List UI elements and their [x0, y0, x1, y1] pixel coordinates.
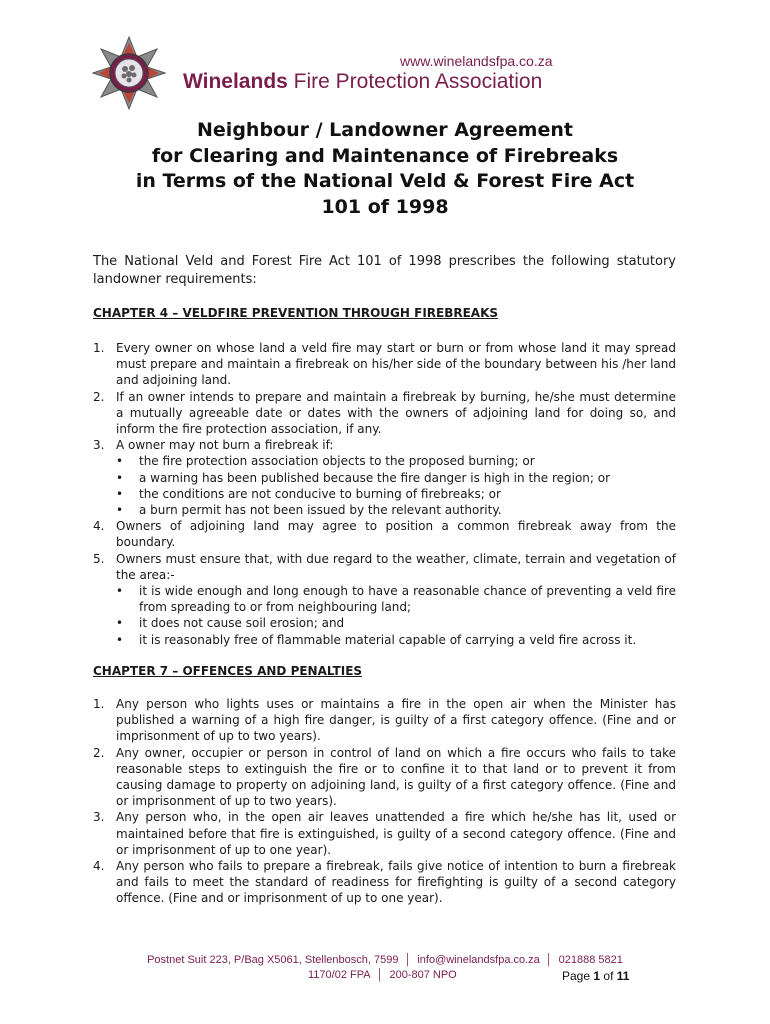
bullet-icon: •: [116, 486, 124, 501]
bullet-list: [116, 583, 676, 648]
item-text: Any person who lights uses or maintains a fire in the open air when the Minister has published a warning of a high fire danger, is guilty of a first category offence. (Fine and or imprisonment of up to two years).: [116, 697, 676, 744]
footer-separator: │: [376, 969, 384, 981]
footer-address: Postnet Suit 223, P/Bag X5061, Stellenbosch, 7599: [147, 954, 399, 966]
bullet-text: it does not cause soil erosion; and: [139, 616, 345, 631]
item-number: 2.: [93, 745, 105, 760]
item-number: 1.: [93, 341, 105, 355]
list-item: [93, 809, 676, 858]
page-current: 1: [593, 969, 601, 983]
item-number: 5.: [93, 551, 105, 566]
bullet-text: the fire protection association objects to the proposed burning; or: [139, 454, 535, 469]
list-item: [93, 389, 676, 438]
page-label: Page: [562, 969, 591, 983]
bullet-item: [116, 632, 676, 648]
intro-paragraph: The National Veld and Forest Fire Act 101 of 1998 prescribes the following statutory landowner requirements:: [93, 254, 676, 287]
item-text: Every owner on whose land a veld fire may start or burn or from whose land it may spread must prepare and maintain a firebreak on his/her side of the boundary between his /her land and adjoining land.: [116, 341, 676, 388]
item-text: Any owner, occupier or person in control of land on which a fire occurs who fails to take reasonable steps to extinguish the fire or to confine it to that land or to prevent it from causing damage to property on adjoining land, is guilty of a first category offence. (Fine and or imprisonment of up to two years).: [116, 745, 676, 809]
bullet-icon: •: [116, 470, 124, 485]
footer-reg-numbers: [308, 969, 457, 981]
bullet-icon: •: [116, 454, 124, 469]
item-number: 4.: [93, 519, 105, 534]
bullet-text: a warning has been published because the fire danger is high in the region; or: [139, 470, 611, 485]
bullet-item: [116, 583, 676, 615]
organization-name: [183, 70, 542, 94]
website-url: www.winelandsfpa.co.za: [400, 53, 553, 69]
footer-reg-fpa: 1170/02 FPA: [308, 969, 371, 981]
item-number: 1.: [93, 697, 105, 711]
title-line-3: in Terms of the National Veld & Forest Fire Act: [135, 170, 635, 192]
bullet-text: the conditions are not conducive to burning of firebreaks; or: [139, 486, 501, 501]
footer-separator: │: [545, 954, 553, 966]
bullet-item: [116, 453, 676, 469]
bullet-icon: •: [116, 632, 124, 647]
footer-reg-npo: 200-807 NPO: [389, 969, 457, 981]
page-of: of: [603, 969, 614, 983]
list-item: [93, 696, 676, 745]
page-number: [562, 969, 629, 983]
footer-email: info@winelandsfpa.co.za: [417, 954, 540, 966]
item-number: 3.: [93, 438, 105, 453]
item-text: If an owner intends to prepare and maintain a firebreak by burning, he/she must determine a mutually agreeable date or dates with the owners of adjoining land for doing so, and inform the fire protection association, if any.: [116, 389, 676, 437]
chapter-7-list: [93, 696, 676, 907]
bullet-item: [116, 615, 676, 631]
item-number: 4.: [93, 859, 105, 874]
item-text: Any person who fails to prepare a firebreak, fails give notice of intention to burn a firebreak and fails to meet the standard of readiness for firefighting is guilty of a second category offence. (Fine and or imprisonment of up to one year).: [116, 859, 676, 906]
bullet-icon: •: [116, 584, 124, 599]
wfpa-crest-icon: [92, 36, 166, 110]
bullet-text: it is wide enough and long enough to have a reasonable chance of preventing a veld fire from spreading to or from neighbouring land;: [139, 584, 676, 615]
item-text: Any person who, in the open air leaves unattended a fire which he/she has lit, used or maintained before that fire is extinguished, is guilty of a second category offence. (Fine and or imprisonment of up to one year).: [116, 810, 676, 857]
item-number: 3.: [93, 810, 105, 825]
bullet-text: a burn permit has not been issued by the relevant authority.: [139, 503, 502, 518]
footer-contact: [100, 954, 670, 966]
list-item: [93, 551, 676, 648]
item-text: Owners must ensure that, with due regard to the weather, climate, terrain and vegetation of the area:-: [116, 551, 676, 582]
list-item: [93, 340, 676, 389]
list-item: [93, 518, 676, 550]
footer-separator: │: [404, 954, 412, 966]
chapter-7-heading: CHAPTER 7 – OFFENCES AND PENALTIES: [93, 664, 363, 678]
bullet-icon: •: [116, 503, 124, 518]
footer-phone: 021888 5821: [558, 954, 623, 966]
bullet-item: [116, 470, 676, 486]
bullet-icon: •: [116, 616, 124, 631]
chapter-4-list: [93, 340, 676, 648]
item-text: A owner may not burn a firebreak if:: [116, 438, 334, 453]
page-total: 11: [616, 969, 630, 983]
bullet-text: it is reasonably free of flammable material capable of carrying a veld fire across it.: [139, 632, 637, 647]
bullet-item: [116, 486, 676, 502]
title-line-2: for Clearing and Maintenance of Firebreaks: [151, 144, 619, 167]
org-name-bold: Winelands: [183, 70, 288, 93]
list-item: [93, 745, 676, 810]
list-item: [93, 858, 676, 907]
item-text: Owners of adjoining land may agree to position a common firebreak away from the boundary.: [116, 519, 676, 550]
item-number: 2.: [93, 389, 105, 404]
bullet-list: [116, 453, 676, 518]
document-title: [95, 118, 675, 220]
bullet-item: [116, 502, 676, 518]
title-line-1: Neighbour / Landowner Agreement: [197, 119, 573, 141]
list-item: [93, 437, 676, 518]
org-name-rest: Fire Protection Association: [287, 70, 543, 93]
chapter-4-heading: CHAPTER 4 – VELDFIRE PREVENTION THROUGH FIREBREAKS: [93, 306, 499, 320]
title-line-4: 101 of 1998: [321, 195, 449, 218]
